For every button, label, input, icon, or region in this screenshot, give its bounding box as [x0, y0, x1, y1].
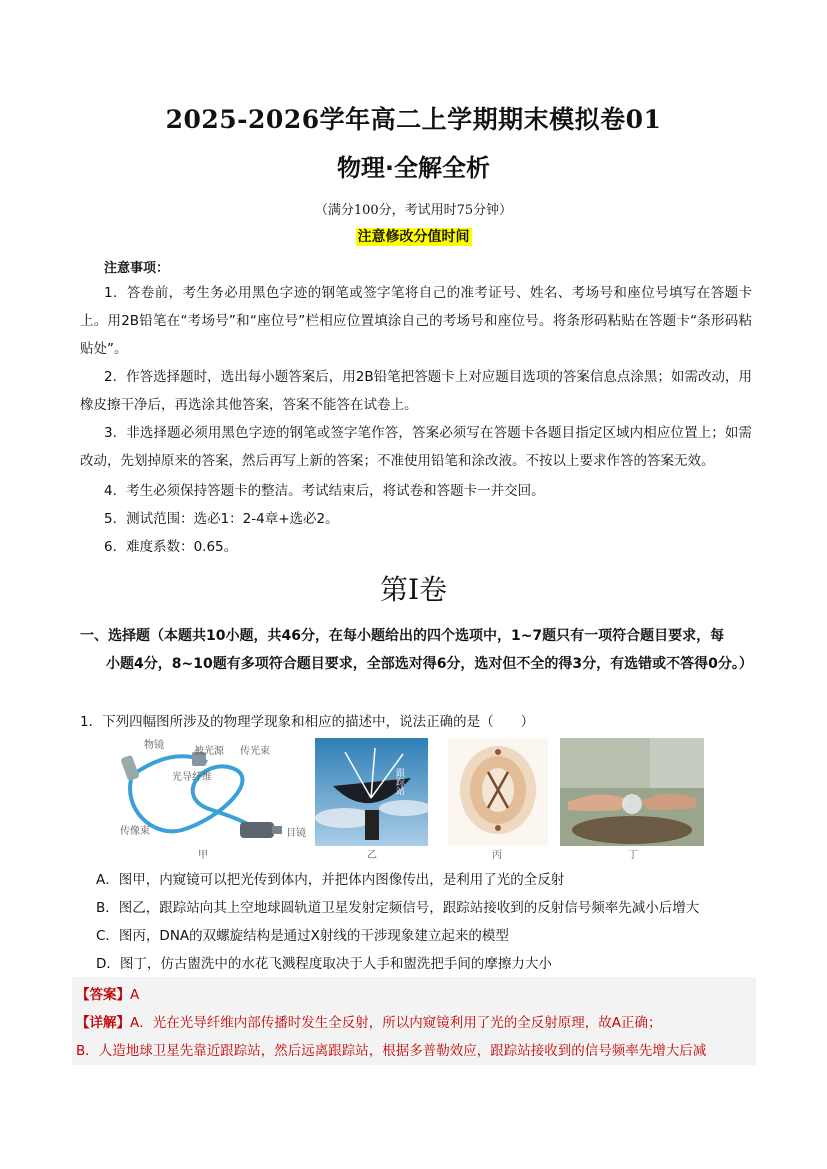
section-intro-line1: 一、选择题（本题共10小题，共46分，在每小题给出的四个选项中，1~7题只有一项符合题目要求，每 — [80, 628, 725, 644]
note-item-5: 5．测试范围：选必1：2-4章+选必2。 — [104, 511, 339, 527]
figure-jia-label-5: 传像束 — [120, 826, 150, 837]
detail-line-a — [76, 1011, 661, 1031]
note-item-2: 2．作答选择题时，选出每小题答案后，用2B铅笔把答题卡上对应题目选项的答案信息点涂黑；如需改动，用橡皮擦干净后，再选涂其他答案，答案不能答在试卷上。 — [80, 369, 752, 413]
dna-xray-image — [448, 738, 548, 846]
note-item-1: 1．答卷前，考生务必用黑色字迹的钢笔或签字笔将自己的准考证号、姓名、考场号和座位号填写在答题卡上。用2B铅笔在“考场号”和“座位号”栏相应位置填涂自己的考场号和座位号。将条形码粘贴在答题卡“条形码粘贴处”。 — [80, 285, 752, 357]
figure-bing — [448, 738, 548, 861]
detail-line-b: B．人造地球卫星先靠近跟踪站，然后远离跟踪站，根据多普勒效应，跟踪站接收到的信号频率先增大后减 — [76, 1043, 707, 1059]
section-title: 第I卷 — [379, 573, 448, 606]
option-c: C．图丙，DNA的双螺旋结构是通过X射线的干涉现象建立起来的模型 — [96, 928, 509, 944]
page-title: 2025-2026学年高二上学期期末模拟卷01 — [165, 105, 662, 134]
page-subtitle: 物理·全解全析 — [336, 154, 491, 182]
tracking-station-image — [315, 738, 428, 846]
detail-a-text: A．光在光导纤维内部传播时发生全反射，所以内窥镜利用了光的全反射原理，故A正确； — [130, 1015, 662, 1031]
figure-yi-label: 跟踪站 — [394, 768, 404, 795]
answer-label: 【答案】 — [76, 987, 130, 1003]
section-intro-rest: 小题4分，8~10题有多项符合题目要求，全部选对得6分，选对但不全的得3分，有选错或不答得0分。） — [106, 656, 753, 672]
figure-jia-label-4: 光导纤维 — [172, 772, 212, 783]
option-a: A．图甲，内窥镜可以把光传到体内，并把体内图像传出，是利用了光的全反射 — [96, 872, 565, 888]
figure-bing-caption: 丙 — [492, 850, 502, 861]
figure-ding — [560, 738, 704, 861]
note-item-6: 6．难度系数：0.65。 — [104, 539, 238, 555]
option-b: B．图乙，跟踪站向其上空地球圆轨道卫星发射定频信号，跟踪站接收到的反射信号频率先减小后增大 — [96, 900, 700, 916]
note-item-3: 3．非选择题必须用黑色字迹的钢笔或签字笔作答，答案必须写在答题卡各题目指定区域内相应位置上；如需改动，先划掉原来的答案，然后再写上新的答案；不准使用铅笔和涂改液。不按以上要求作答的答案无效。 — [80, 425, 752, 469]
notes-heading: 注意事项： — [104, 261, 170, 276]
answer-value: A — [130, 987, 140, 1003]
figure-jia-label-1: 物镜 — [144, 740, 164, 751]
figure-ding-caption: 丁 — [628, 850, 638, 861]
figure-jia-label-2: 被光源 — [194, 746, 224, 757]
figure-yi — [315, 738, 428, 861]
section-intro — [80, 622, 760, 678]
answer-line — [76, 983, 139, 1003]
basin-hands-image — [560, 738, 704, 846]
score-info: （满分100分，考试用时75分钟） — [314, 203, 513, 218]
figure-jia — [112, 738, 308, 861]
highlight-note-wrap — [0, 226, 827, 246]
figure-jia-label-6: 目镜 — [286, 828, 306, 839]
figure-jia-caption: 甲 — [198, 850, 208, 861]
figure-yi-caption: 乙 — [367, 850, 377, 861]
detail-label: 【详解】 — [76, 1015, 130, 1031]
question-1-stem: 1．下列四幅图所涉及的物理学现象和相应的描述中，说法正确的是（ ） — [80, 714, 535, 730]
highlight-note: 注意修改分值时间 — [357, 229, 470, 245]
note-item-4: 4．考生必须保持答题卡的整洁。考试结束后，将试卷和答题卡一并交回。 — [104, 483, 545, 499]
figure-jia-label-3: 传光束 — [240, 746, 270, 757]
option-d: D．图丁，仿古盥洗中的水花飞溅程度取决于人手和盥洗把手间的摩擦力大小 — [96, 956, 552, 972]
